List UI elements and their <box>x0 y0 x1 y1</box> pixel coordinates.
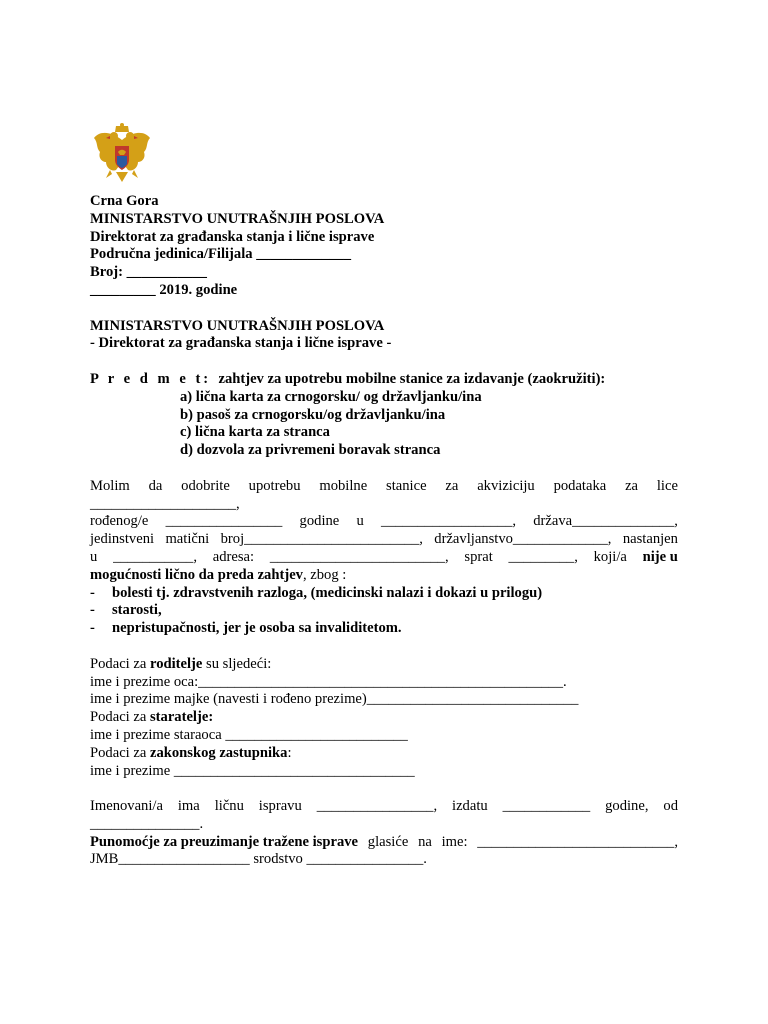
subject-line <box>90 371 678 389</box>
word: ličnu <box>214 798 244 815</box>
word: _________, <box>508 548 578 565</box>
request-line-6 <box>90 567 678 585</box>
recipient-directorate: - Direktorat za građanska stanja i lične isprave - <box>90 335 392 352</box>
text: Podaci za <box>90 744 150 761</box>
subject-label: P r e d m e t: <box>90 370 212 387</box>
number-field: Broj: ___________ <box>90 264 207 281</box>
reason-intro-rest: , zbog : <box>302 566 347 583</box>
word: za <box>445 477 459 494</box>
dash: - <box>90 602 95 619</box>
word: u <box>90 548 98 565</box>
word: upotrebu <box>248 477 301 494</box>
parents-intro <box>90 656 678 674</box>
word: u <box>356 513 364 530</box>
reason-item <box>90 602 678 620</box>
word: ime: <box>441 833 468 850</box>
request-line-1 <box>90 478 678 496</box>
document-line-1 <box>90 798 678 816</box>
person-name-field: ____________________, <box>90 495 240 512</box>
dash: - <box>90 620 95 637</box>
coat-of-arms-icon <box>92 122 152 188</box>
word: za <box>625 477 639 494</box>
text: zakonskog zastupnika <box>149 744 288 761</box>
legal-rep-name-field: ime i prezime _________________________________ <box>90 762 415 779</box>
directorate-name: Direktorat za građanska stanja i lične isprave <box>90 228 375 245</box>
jmb-field: JMB__________________ srodstvo ________________. <box>90 851 427 868</box>
reason-intro: mogućnosti lično da preda zahtjev <box>90 566 303 583</box>
country-name: Crna Gora <box>90 193 159 209</box>
word: na <box>418 833 432 850</box>
proxy-label: Punomoćje za preuzimanje tražene isprave <box>90 833 359 850</box>
word: broj________________________, <box>220 531 423 548</box>
unit-field: Područna jedinica/Filijala _____________ <box>90 246 352 263</box>
word: godine <box>299 513 340 530</box>
word: ispravu <box>258 798 302 815</box>
dash: - <box>90 584 95 601</box>
word: Imenovani/a <box>90 798 163 815</box>
word: da <box>148 477 163 494</box>
word: odobrite <box>181 477 230 494</box>
word: ________________ <box>165 513 283 530</box>
request-line-3 <box>90 513 678 531</box>
word: od <box>663 798 678 815</box>
request-line-5 <box>90 549 678 567</box>
reason-text: nepristupačnosti, jer je osoba sa invaliditetom. <box>112 620 402 637</box>
legal-rep-intro <box>90 745 678 763</box>
word: državljanstvo_____________, <box>434 531 612 548</box>
word: lice <box>656 477 678 494</box>
word: sprat <box>464 548 493 565</box>
word: država______________, <box>533 513 678 530</box>
reason-text: bolesti tj. zdravstvenih razloga, (medicinski nalazi i dokazi u prilogu) <box>112 584 543 601</box>
subject-text: zahtjev za upotrebu mobilne stanice za izdavanje (zaokružiti): <box>218 370 606 387</box>
text: Podaci za <box>90 709 150 726</box>
ministry-name: MINISTARSTVO UNUTRAŠNJIH POSLOVA <box>90 210 385 227</box>
reason-text: starosti, <box>112 602 162 619</box>
word: koji/a <box>593 548 627 565</box>
word: ________________, <box>316 798 438 815</box>
word: ___________________________, <box>477 833 678 850</box>
guardian-name-field: ime i prezime staraoca _________________________ <box>90 726 408 743</box>
word: izdatu <box>452 798 488 815</box>
text: : <box>287 744 292 761</box>
word: jedinstveni <box>90 531 155 548</box>
word: ____________ <box>502 798 591 815</box>
word: matični <box>165 531 210 548</box>
word: rođenog/e <box>90 513 149 530</box>
proxy-line <box>90 834 678 852</box>
subject-option: c) lična karta za stranca <box>180 424 330 441</box>
subject-option: a) lična karta za crnogorsku/ og državljanku/ina <box>180 388 482 405</box>
word: mobilne <box>319 477 368 494</box>
issuer-field: _______________. <box>90 815 204 832</box>
word: ima <box>177 798 200 815</box>
recipient-ministry: MINISTARSTVO UNUTRAŠNJIH POSLOVA <box>90 317 385 334</box>
guardian-intro <box>90 709 678 727</box>
reason-item <box>90 585 678 603</box>
mother-name-field: ime i prezime majke (navesti i rođeno prezime)_____________________________ <box>90 691 579 708</box>
subject-option: b) pasoš za crnogorsku/og državljanku/ina <box>180 406 446 423</box>
word: nije u <box>642 548 678 565</box>
word: ________________________, <box>269 548 449 565</box>
word: nastanjen <box>622 531 678 548</box>
text: staratelje: <box>149 709 214 726</box>
reason-item <box>90 620 678 638</box>
word: __________________, <box>381 513 517 530</box>
request-line-4 <box>90 531 678 549</box>
father-name-field: ime i prezime oca:__________________________________________________. <box>90 673 567 690</box>
document-page <box>90 122 678 869</box>
word: podataka <box>553 477 607 494</box>
text: su sljedeći: <box>202 655 272 672</box>
word: ___________, <box>113 548 197 565</box>
subject-option: d) dozvola za privremeni boravak stranca <box>180 442 441 459</box>
text: Podaci za <box>90 655 150 672</box>
word: Molim <box>90 477 130 494</box>
word: stanice <box>386 477 427 494</box>
date-field: _________ 2019. godine <box>90 281 238 298</box>
text: roditelje <box>149 655 203 672</box>
word: godine, <box>605 798 649 815</box>
word: glasiće <box>367 833 409 850</box>
word: akviziciju <box>477 477 535 494</box>
word: adresa: <box>212 548 255 565</box>
